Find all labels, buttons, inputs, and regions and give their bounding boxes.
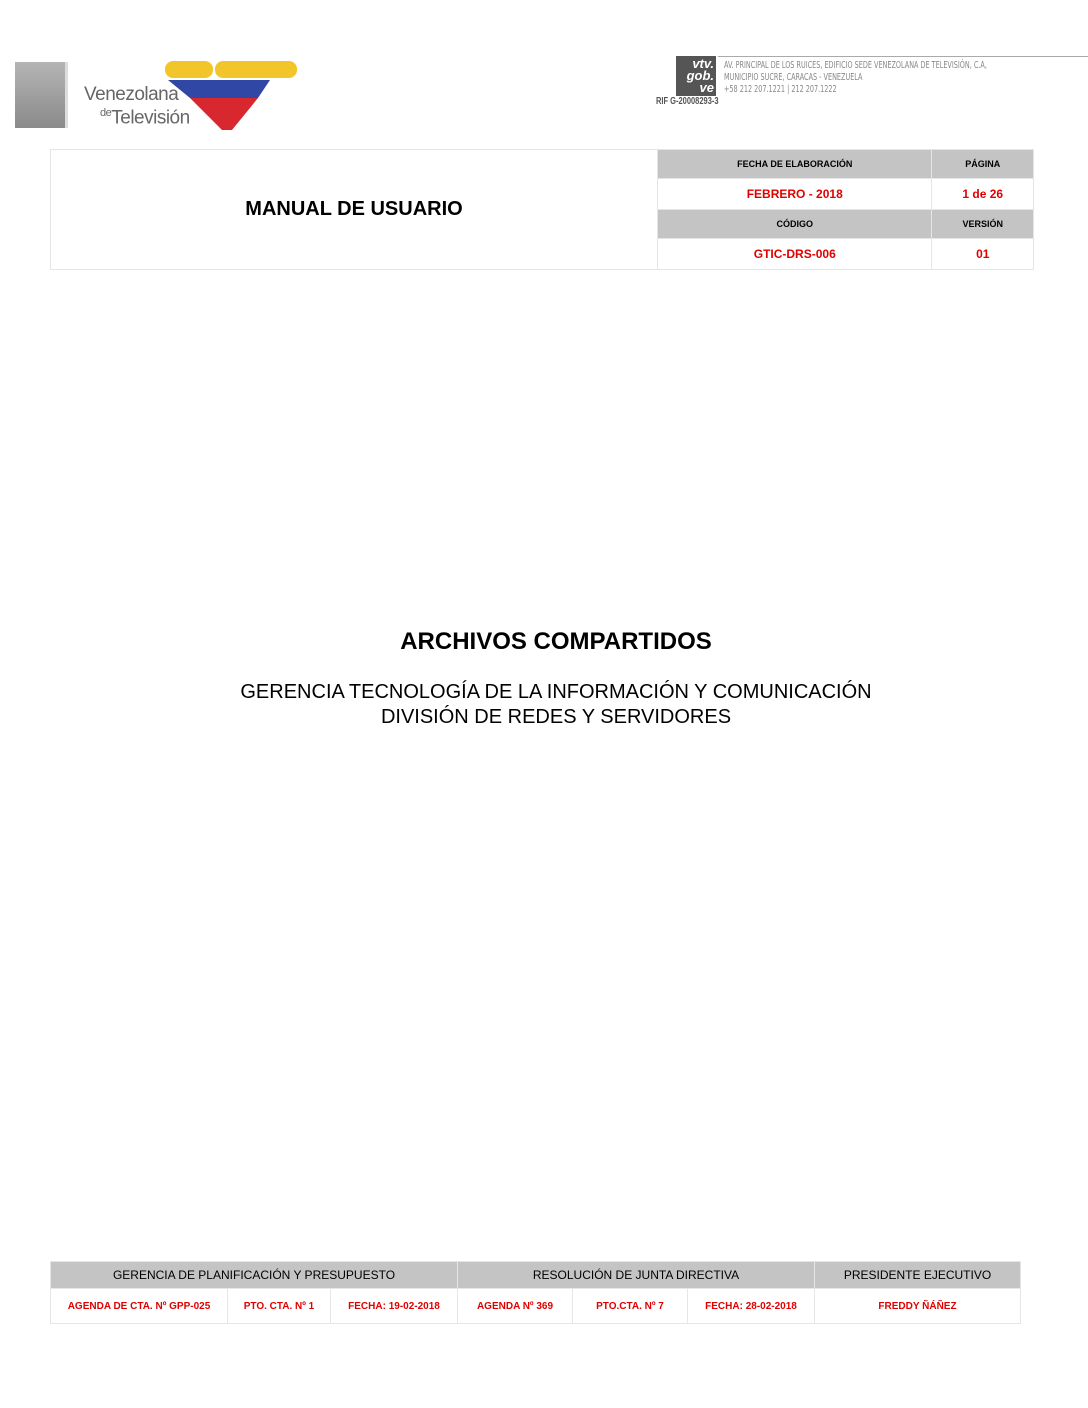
document-type-title: MANUAL DE USUARIO xyxy=(51,150,658,270)
footer-value: FECHA: 28-02-2018 xyxy=(688,1289,815,1324)
version-value: 01 xyxy=(932,239,1034,270)
vtv-gob-logo: vtv. gob. ve xyxy=(676,56,716,96)
footer-header: PRESIDENTE EJECUTIVO xyxy=(815,1262,1021,1289)
footer-value: FECHA: 19-02-2018 xyxy=(331,1289,458,1324)
approval-footer-table xyxy=(50,1261,1021,1324)
document-info-table xyxy=(50,149,1034,270)
phone-line: +58 212 207.1221 | 212 207.1222 xyxy=(724,84,837,95)
footer-value: FREDDY ÑÁÑEZ xyxy=(815,1289,1021,1324)
codigo-value: GTIC-DRS-006 xyxy=(658,239,932,270)
vtv-logo-icon xyxy=(160,58,300,133)
address-line: MUNICIPIO SUCRE, CARACAS - VENEZUELA xyxy=(724,72,863,83)
header-gray-block xyxy=(15,62,68,128)
pagina-label: PÁGINA xyxy=(932,150,1034,179)
version-label: VERSIÓN xyxy=(932,210,1034,239)
subtitle-gerencia: GERENCIA TECNOLOGÍA DE LA INFORMACIÓN Y COMUNICACIÓN xyxy=(240,681,872,703)
codigo-label: CÓDIGO xyxy=(658,210,932,239)
address-block xyxy=(724,60,987,96)
footer-value: PTO.CTA. Nº 7 xyxy=(573,1289,688,1324)
subtitle-division: DIVISIÓN DE REDES Y SERVIDORES xyxy=(380,706,732,728)
footer-value: AGENDA Nº 369 xyxy=(458,1289,573,1324)
fecha-value: FEBRERO - 2018 xyxy=(658,179,932,210)
footer-value: AGENDA DE CTA. Nº GPP-025 xyxy=(51,1289,228,1324)
logo-text-television: Televisión xyxy=(111,107,190,129)
footer-header: RESOLUCIÓN DE JUNTA DIRECTIVA xyxy=(458,1262,815,1289)
address-line: AV. PRINCIPAL DE LOS RUICES, EDIFICIO SEDE VENEZOLANA DE TELEVISIÓN, C.A, xyxy=(724,60,987,71)
rif-number: RIF G-20008293-3 xyxy=(656,96,719,107)
header-rule xyxy=(718,56,1088,57)
pagina-value: 1 de 26 xyxy=(932,179,1034,210)
fecha-label: FECHA DE ELABORACIÓN xyxy=(658,150,932,179)
subtitle-block xyxy=(0,680,1088,730)
footer-header: GERENCIA DE PLANIFICACIÓN Y PRESUPUESTO xyxy=(51,1262,458,1289)
logo-text-venezolana: Venezolana xyxy=(84,84,179,105)
logo-text-de: de xyxy=(100,107,112,119)
main-title: ARCHIVOS COMPARTIDOS xyxy=(400,628,712,655)
footer-value: PTO. CTA. Nº 1 xyxy=(228,1289,331,1324)
